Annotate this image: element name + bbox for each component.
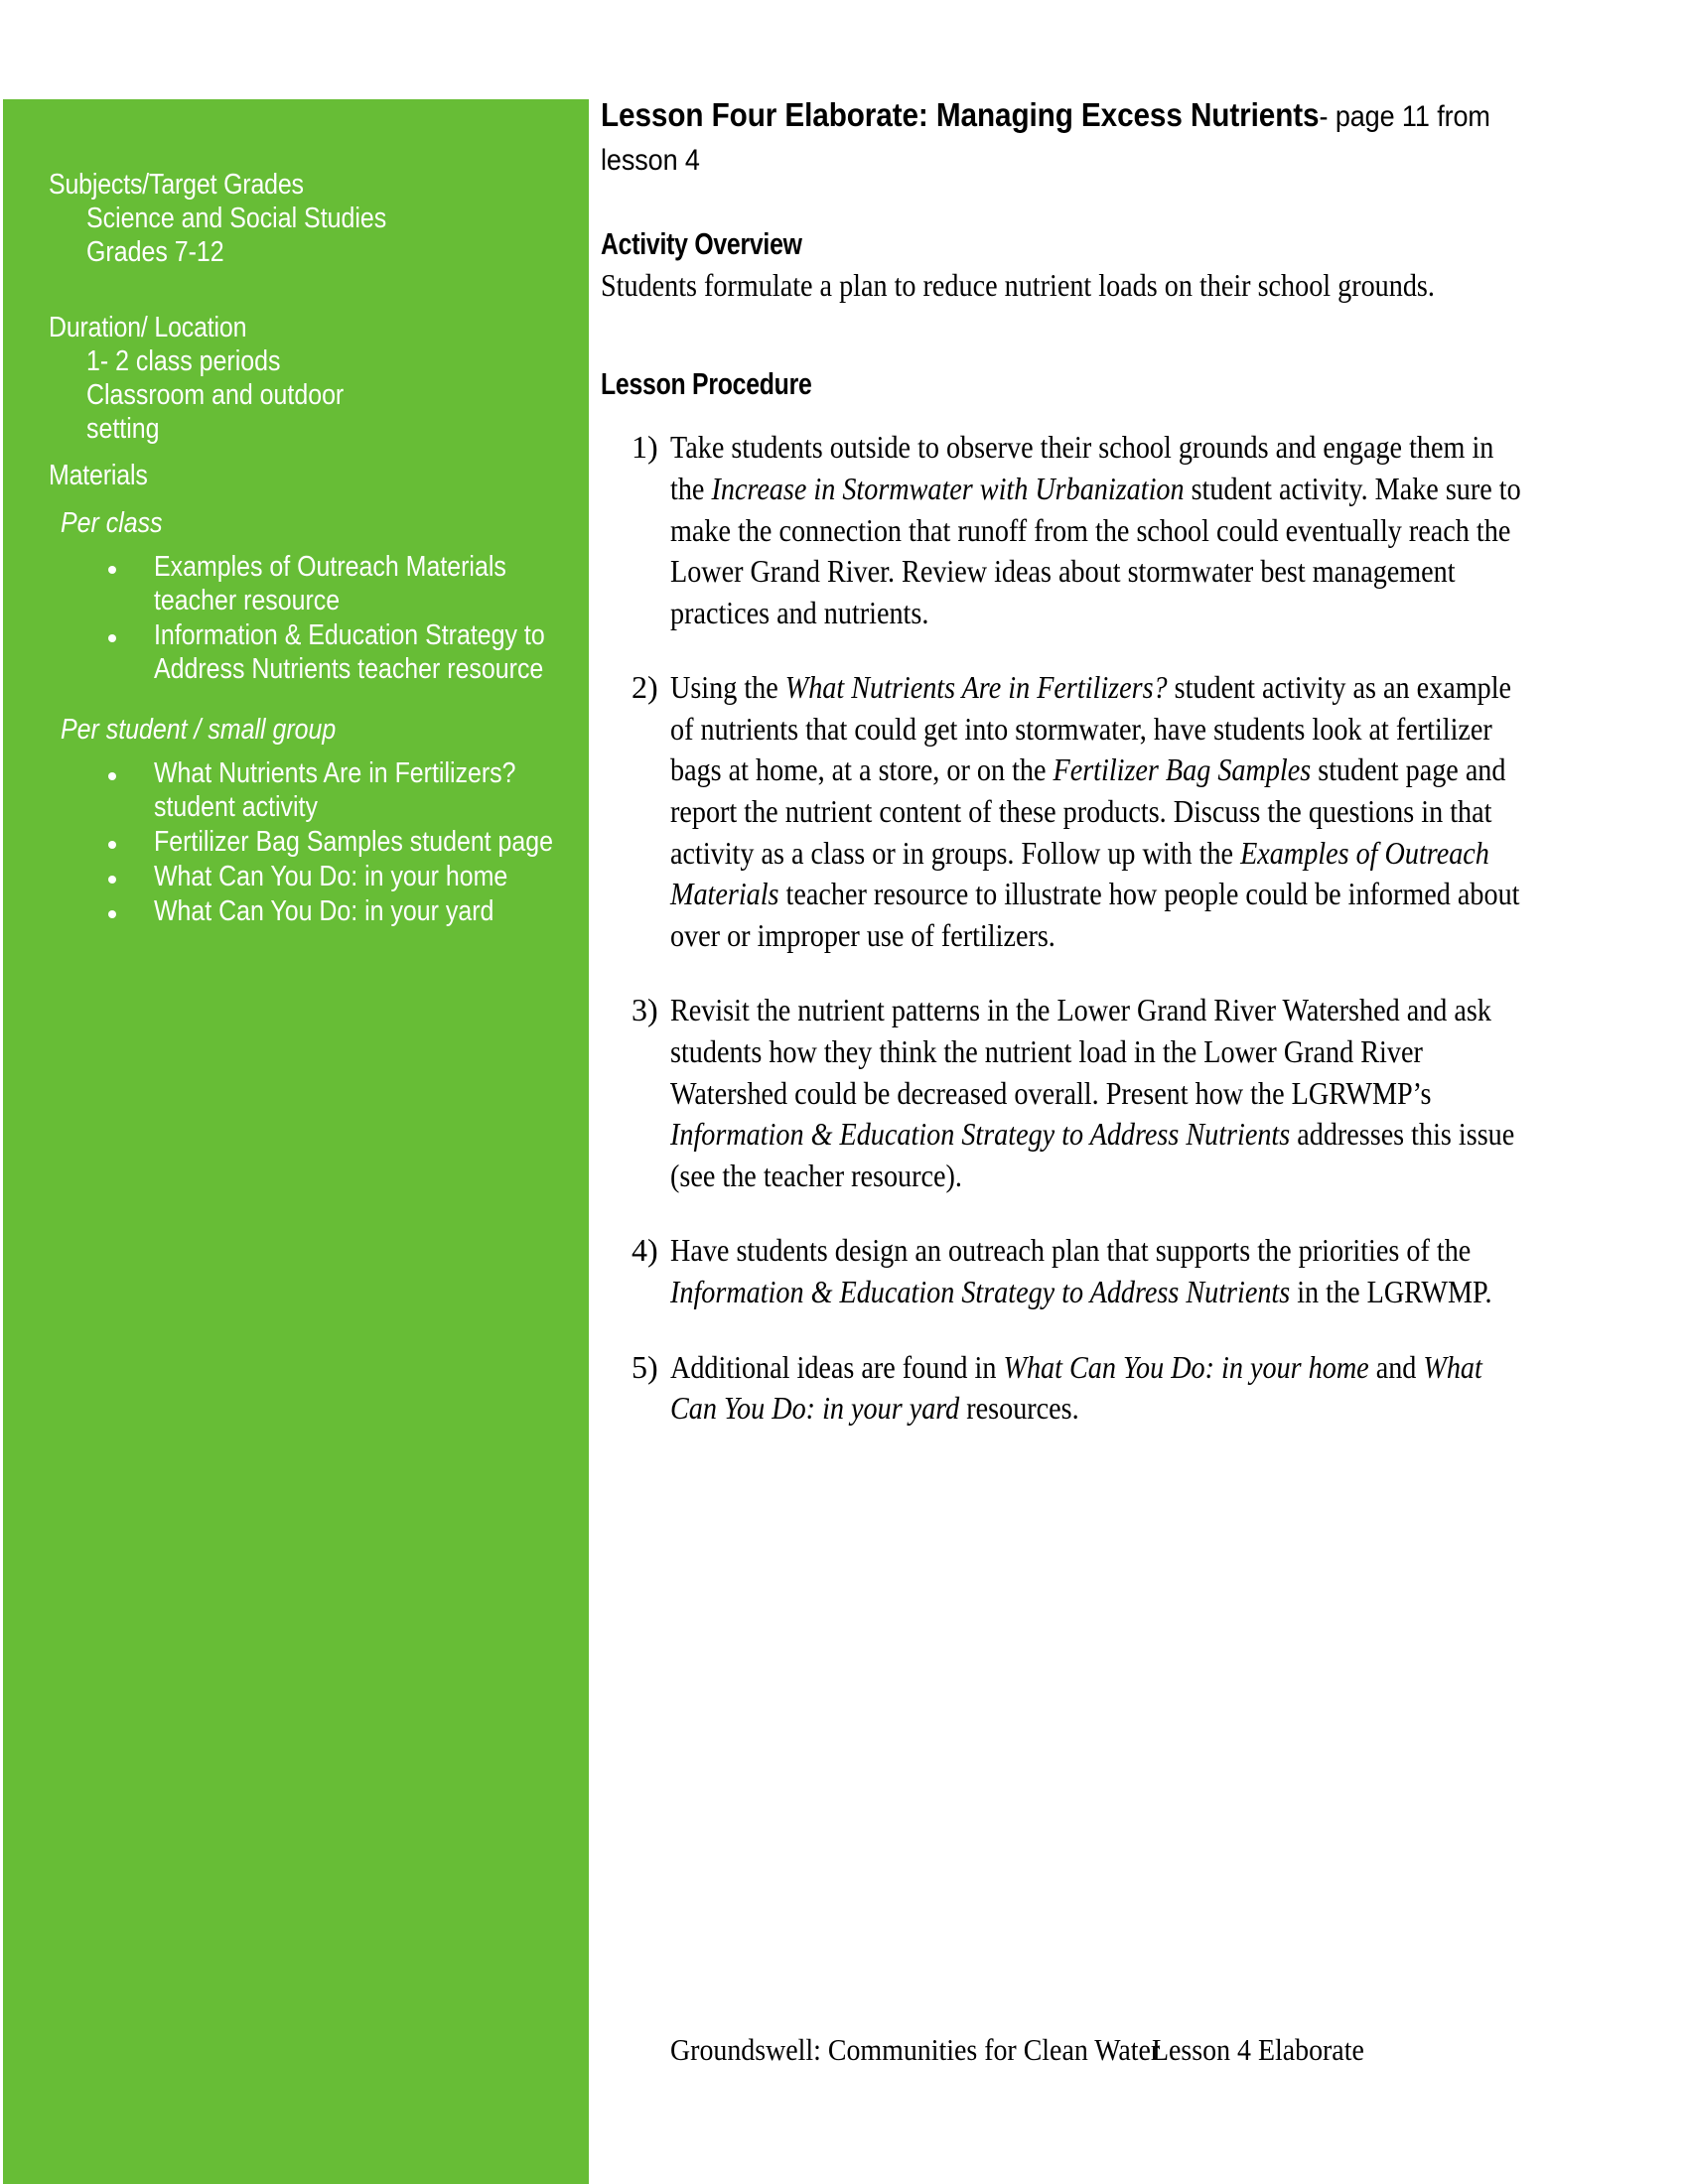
page-title — [601, 93, 1533, 180]
per-student-label: Per student / small group — [61, 713, 337, 746]
subjects-heading: Subjects/Target Grades — [49, 169, 304, 201]
per-class-list — [49, 551, 569, 687]
duration-section — [49, 312, 569, 447]
sidebar-panel — [3, 99, 589, 2184]
list-item-label: Information & Education Strategy to Address Nutrients teacher resource — [154, 619, 545, 686]
text-run: Revisit the nutrient patterns in the Lower Grand River Watershed and ask students how they think the nutrient load in the Lower Grand River Watershed could be decreased overall. Present how the LGRWMP’s — [670, 992, 1491, 1111]
procedure-step — [601, 427, 1534, 633]
duration-line-1: 1- 2 class periods — [86, 344, 281, 377]
footer-right-text: Lesson 4 Elaborate — [1152, 2032, 1364, 2067]
text-run: student page and report the nutrient content of these products. Discuss the questions in that activity as a class or in groups. Follow up with the — [670, 751, 1506, 871]
list-item — [49, 757, 569, 825]
text-run: Additional ideas are found in — [670, 1348, 1004, 1385]
procedure-step-text — [670, 990, 1534, 1196]
text-run: teacher resource to illustrate how people could be informed about over or improper use of fertilizers. — [670, 876, 1520, 953]
spacer — [49, 493, 569, 507]
main-content — [601, 0, 1534, 1463]
duration-line-2: Classroom and outdoor — [86, 378, 345, 411]
list-item-label: Examples of Outreach Materials teacher resource — [154, 551, 506, 617]
emphasis-title: What Can You Do: in your home — [1003, 1348, 1369, 1385]
per-student-list — [49, 757, 569, 929]
procedure-step-text — [670, 1230, 1534, 1312]
emphasis-title: What Can You Do: in your yard — [670, 1348, 1482, 1427]
list-item — [49, 861, 569, 894]
emphasis-title: What Nutrients Are in Fertilizers? — [784, 669, 1168, 706]
per-class-label: Per class — [61, 507, 163, 540]
footer-left-text: Groundswell: Communities for Clean Water — [670, 2032, 1161, 2067]
spacer — [49, 446, 569, 460]
subjects-section — [49, 169, 569, 270]
subjects-line-1: Science and Social Studies — [86, 202, 387, 234]
list-item-label: Fertilizer Bag Samples student page — [154, 825, 554, 858]
text-run: student activity as an example of nutrients that could get into stormwater, have students look at fertilizer bags at home, at a store, or on the — [670, 669, 1512, 788]
duration-heading: Duration/ Location — [49, 311, 247, 343]
text-run: Have students design an outreach plan that supports the priorities of the — [670, 1232, 1472, 1269]
list-item — [49, 619, 569, 687]
subjects-line-2: Grades 7-12 — [86, 235, 224, 268]
procedure-step-text — [670, 1347, 1534, 1430]
text-run: in the LGRWMP. — [1290, 1274, 1492, 1310]
procedure-step-number: 2) — [632, 669, 658, 706]
text-run: Take students outside to observe their school grounds and engage them in the — [670, 429, 1494, 506]
spacer — [49, 688, 569, 714]
activity-overview-text: Students formulate a plan to reduce nutrient loads on their school grounds. — [601, 267, 1435, 304]
page-title-subtitle: - page 11 from lesson 4 — [601, 100, 1490, 177]
procedure-step-text — [670, 427, 1534, 633]
text-run: Using the — [670, 669, 785, 706]
list-item-label: What Can You Do: in your yard — [154, 894, 494, 927]
procedure-step — [601, 990, 1534, 1196]
procedure-step — [601, 1347, 1534, 1430]
list-item-label: What Nutrients Are in Fertilizers? student activity — [154, 756, 516, 823]
text-run: and — [1368, 1348, 1424, 1385]
list-item — [49, 895, 569, 929]
procedure-step — [601, 1230, 1534, 1312]
procedure-step-number: 5) — [632, 1348, 658, 1385]
procedure-step-number: 3) — [632, 992, 658, 1028]
procedure-step — [601, 667, 1534, 956]
list-item — [49, 551, 569, 618]
emphasis-title: Information & Education Strategy to Address Nutrients — [670, 1274, 1291, 1310]
emphasis-title: Information & Education Strategy to Address Nutrients — [670, 1116, 1291, 1153]
duration-line-3: setting — [86, 412, 160, 445]
lesson-procedure-heading: Lesson Procedure — [601, 366, 812, 402]
list-item-label: What Can You Do: in your home — [154, 860, 508, 892]
emphasis-title: Examples of Outreach Materials — [670, 834, 1489, 912]
emphasis-title: Increase in Stormwater with Urbanization — [711, 470, 1185, 506]
procedure-step-text — [670, 667, 1534, 956]
spacer — [49, 270, 569, 312]
page-title-main: Lesson Four Elaborate: Managing Excess Nutrients — [601, 96, 1320, 133]
list-item — [49, 826, 569, 860]
text-run: addresses this issue (see the teacher resource). — [670, 1116, 1515, 1193]
lesson-procedure-list — [601, 427, 1534, 1429]
text-run: resources. — [959, 1390, 1079, 1427]
text-run: student activity. Make sure to make the connection that runoff from the school could eventually reach the Lower Grand River. Review ideas about stormwater best management practices and nutrients. — [670, 470, 1521, 630]
emphasis-title: Fertilizer Bag Samples — [1053, 751, 1312, 788]
procedure-step-number: 1) — [632, 429, 658, 466]
procedure-step-number: 4) — [632, 1232, 658, 1269]
activity-overview-heading: Activity Overview — [601, 226, 802, 262]
materials-section — [49, 460, 569, 928]
materials-heading: Materials — [49, 460, 148, 492]
